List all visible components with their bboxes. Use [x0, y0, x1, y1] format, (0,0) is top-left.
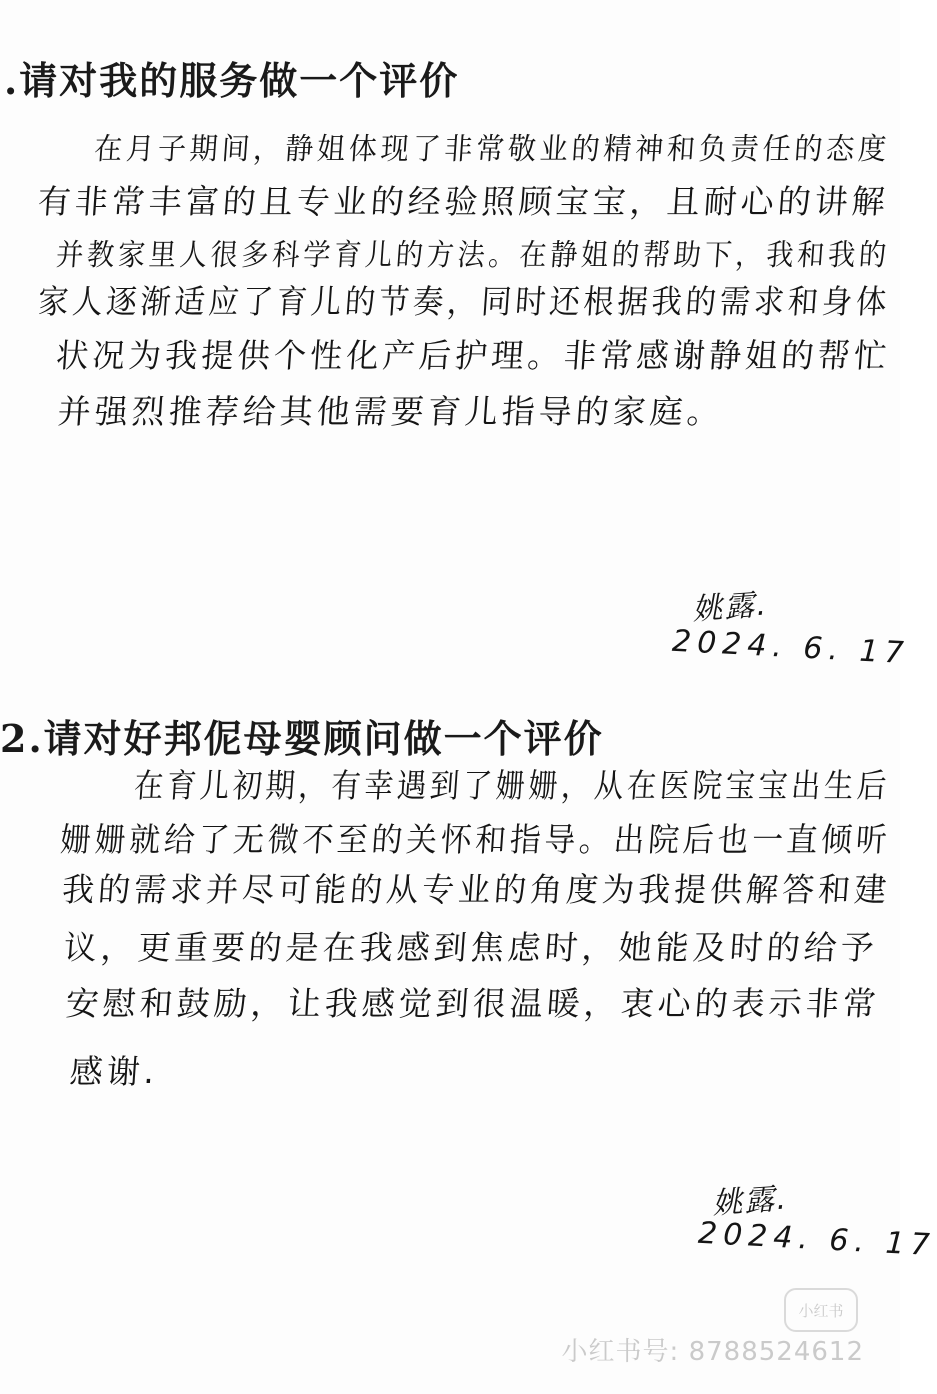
answer-1-line-1: 在月子期间，静姐体现了非常敬业的精神和负责任的态度	[92, 132, 892, 167]
answer-2-line-4: 议，更重要的是在我感到焦虑时，她能及时的给予	[62, 928, 880, 967]
answer-2-line-6: 感谢.	[68, 1052, 160, 1091]
answer-2-signature: 姚露.	[711, 1181, 789, 1222]
answer-1-line-3: 并教家里人很多科学育儿的方法。在静姐的帮助下，我和我的	[54, 238, 891, 273]
xiaohongshu-logo-watermark: 小红书	[784, 1288, 858, 1332]
answer-2-date: 2024. 6. 17	[697, 1215, 937, 1264]
answer-2-line-2: 姗姗就给了无微不至的关怀和指导。出院后也一直倾听	[58, 820, 892, 859]
question-2-title: 2.请对好邦伲母婴顾问做一个评价	[0, 716, 604, 761]
answer-1-line-2: 有非常丰富的且专业的经验照顾宝宝，且耐心的讲解	[36, 182, 891, 221]
answer-1-signature: 姚露.	[691, 587, 769, 628]
answer-1-date: 2024. 6. 17	[671, 623, 911, 672]
answer-1-line-6: 并强烈推荐给其他需要育儿指导的家庭。	[56, 392, 726, 431]
xiaohongshu-id-watermark: 小红书号: 8788524612	[561, 1337, 864, 1367]
answer-1-line-5: 状况为我提供个性化产后护理。非常感谢静姐的帮忙	[54, 336, 892, 375]
answer-1-line-4: 家人逐渐适应了育儿的节奏，同时还根据我的需求和身体	[36, 282, 892, 321]
answer-2-line-1: 在育儿初期，有幸遇到了姗姗，从在医院宝宝出生后	[132, 766, 892, 805]
answer-2-line-3: 我的需求并尽可能的从专业的角度为我提供解答和建	[60, 870, 892, 909]
question-1-title: .请对我的服务做一个评价	[4, 58, 460, 103]
answer-2-line-5: 安慰和鼓励，让我感觉到很温暖，衷心的表示非常	[64, 984, 882, 1023]
